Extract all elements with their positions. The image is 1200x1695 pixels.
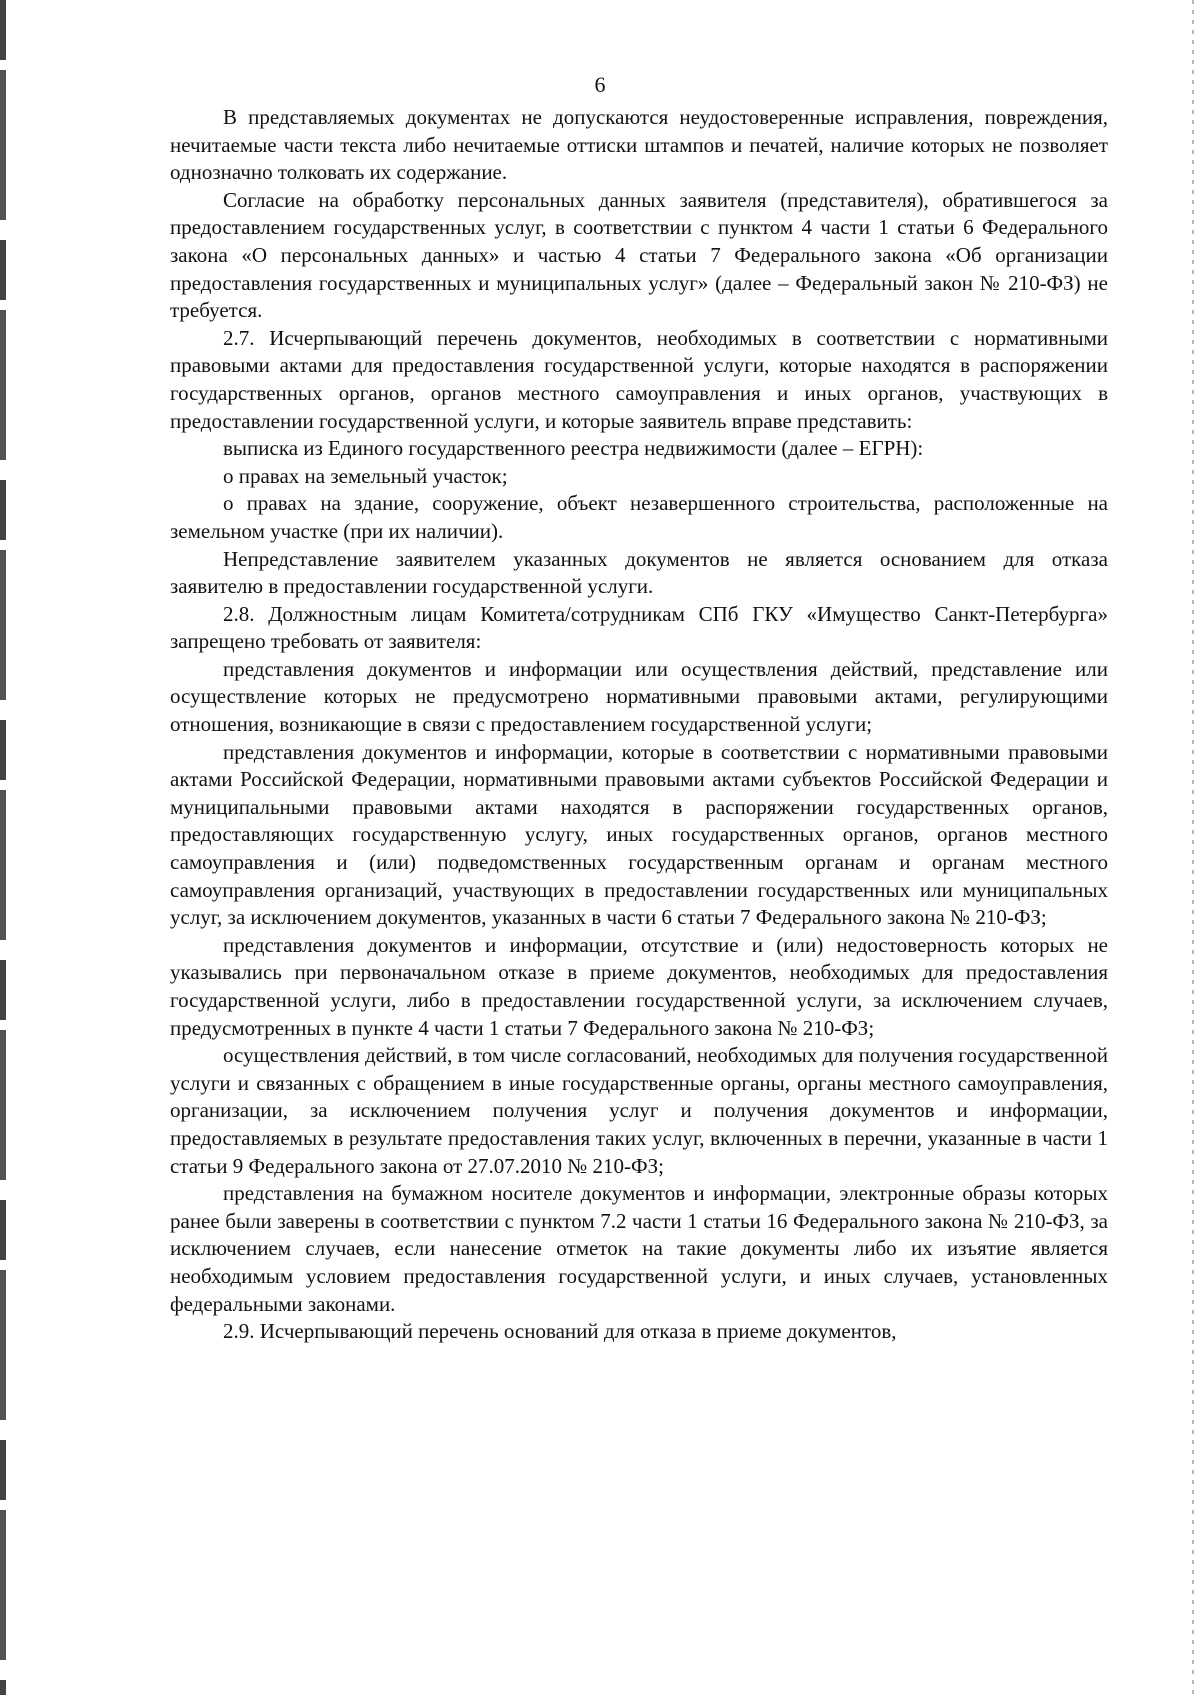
document-body: [170, 104, 1108, 1346]
paragraph-2-8: 2.8. Должностным лицам Комитета/сотрудникам СПб ГКУ «Имущество Санкт-Петербурга» запрещено требовать от заявителя:: [170, 601, 1108, 654]
paragraph-documents-requirements: В представляемых документах не допускаются неудостоверенные исправления, повреждения, нечитаемые части текста либо нечитаемые оттиски штампов и печатей, наличие которых не позволяет однозначно толковать их содержание.: [170, 105, 1108, 185]
paragraph-prohibition-5: представления на бумажном носителе документов и информации, электронные образы которых ранее были заверены в соответствии с пунктом 7.2 части 1 статьи 16 Федерального закона № 210-ФЗ, за исключением случаев, если нанесение отметок на такие документы либо их изъятие является необходимым условием предоставления государственной услуги, и иных случаев, установленных федеральными законами.: [170, 1181, 1108, 1316]
scan-edge-left: [0, 0, 6, 1695]
paragraph-non-submission: Непредставление заявителем указанных документов не является основанием для отказа заявителю в предоставлении государственной услуги.: [170, 546, 1108, 599]
paragraph-prohibition-2: представления документов и информации, которые в соответствии с нормативными правовыми актами Российской Федерации, нормативными правовыми актами субъектов Российской Федерации и муниципальными правовыми актами находятся в распоряжении государственных органов, предоставляющих государственную услугу, иных государственных органов, органов местного самоуправления и (или) подведомственных государственным органам и органам местного самоуправления организаций, участвующих в предоставлении государственных или муниципальных услуг, за исключением документов, указанных в части 6 статьи 7 Федерального закона № 210-ФЗ;: [170, 739, 1108, 930]
paragraph-prohibition-4: осуществления действий, в том числе согласований, необходимых для получения государственной услуги и связанных с обращением в иные государственные органы, органы местного самоуправления, организации, за исключением получения услуг и получения документов и информации, предоставляемых в результате предоставления таких услуг, включенных в перечни, указанные в части 1 статьи 9 Федерального закона от 27.07.2010 № 210-ФЗ;: [170, 1043, 1108, 1178]
paragraph-land-rights: о правах на земельный участок;: [223, 463, 508, 488]
paragraph-building-rights: о правах на здание, сооружение, объект незавершенного строительства, расположенные на земельном участке (при их наличии).: [170, 491, 1108, 543]
paragraph-2-7: 2.7. Исчерпывающий перечень документов, необходимых в соответствии с нормативными правовыми актами для предоставления государственной услуги, которые находятся в распоряжении государственных органов, органов местного самоуправления и иных органов, участвующих в предоставлении государственной услуги, и которые заявитель вправе представить:: [170, 325, 1108, 433]
page-number: 6: [594, 72, 606, 97]
paragraph-2-9: 2.9. Исчерпывающий перечень оснований для отказа в приеме документов,: [223, 1319, 897, 1344]
paragraph-personal-data-consent: Согласие на обработку персональных данных заявителя (представителя), обратившегося за предоставлением государственных услуг, в соответствии с пунктом 4 части 1 статьи 6 Федерального закона «О персональных данных» и частью 4 статьи 7 Федерального закона «Об организации предоставления государственных и муниципальных услуг» (далее – Федеральный закон № 210-ФЗ) не требуется.: [170, 187, 1108, 323]
scan-edge-right: [1192, 0, 1194, 1695]
paragraph-prohibition-1: представления документов и информации или осуществления действий, представление или осуществление которых не предусмотрено нормативными правовыми актами, регулирующими отношения, возникающие в связи с предоставлением государственной услуги;: [170, 656, 1108, 737]
paragraph-prohibition-3: представления документов и информации, отсутствие и (или) недостоверность которых не указывались при первоначальном отказе в приеме документов, необходимых для предоставления государственной услуги, либо в предоставлении государственной услуги, за исключением случаев, предусмотренных в пункте 4 части 1 статьи 7 Федерального закона № 210-ФЗ;: [170, 932, 1108, 1040]
paragraph-egrn-extract: выписка из Единого государственного реестра недвижимости (далее – ЕГРН):: [223, 436, 924, 461]
